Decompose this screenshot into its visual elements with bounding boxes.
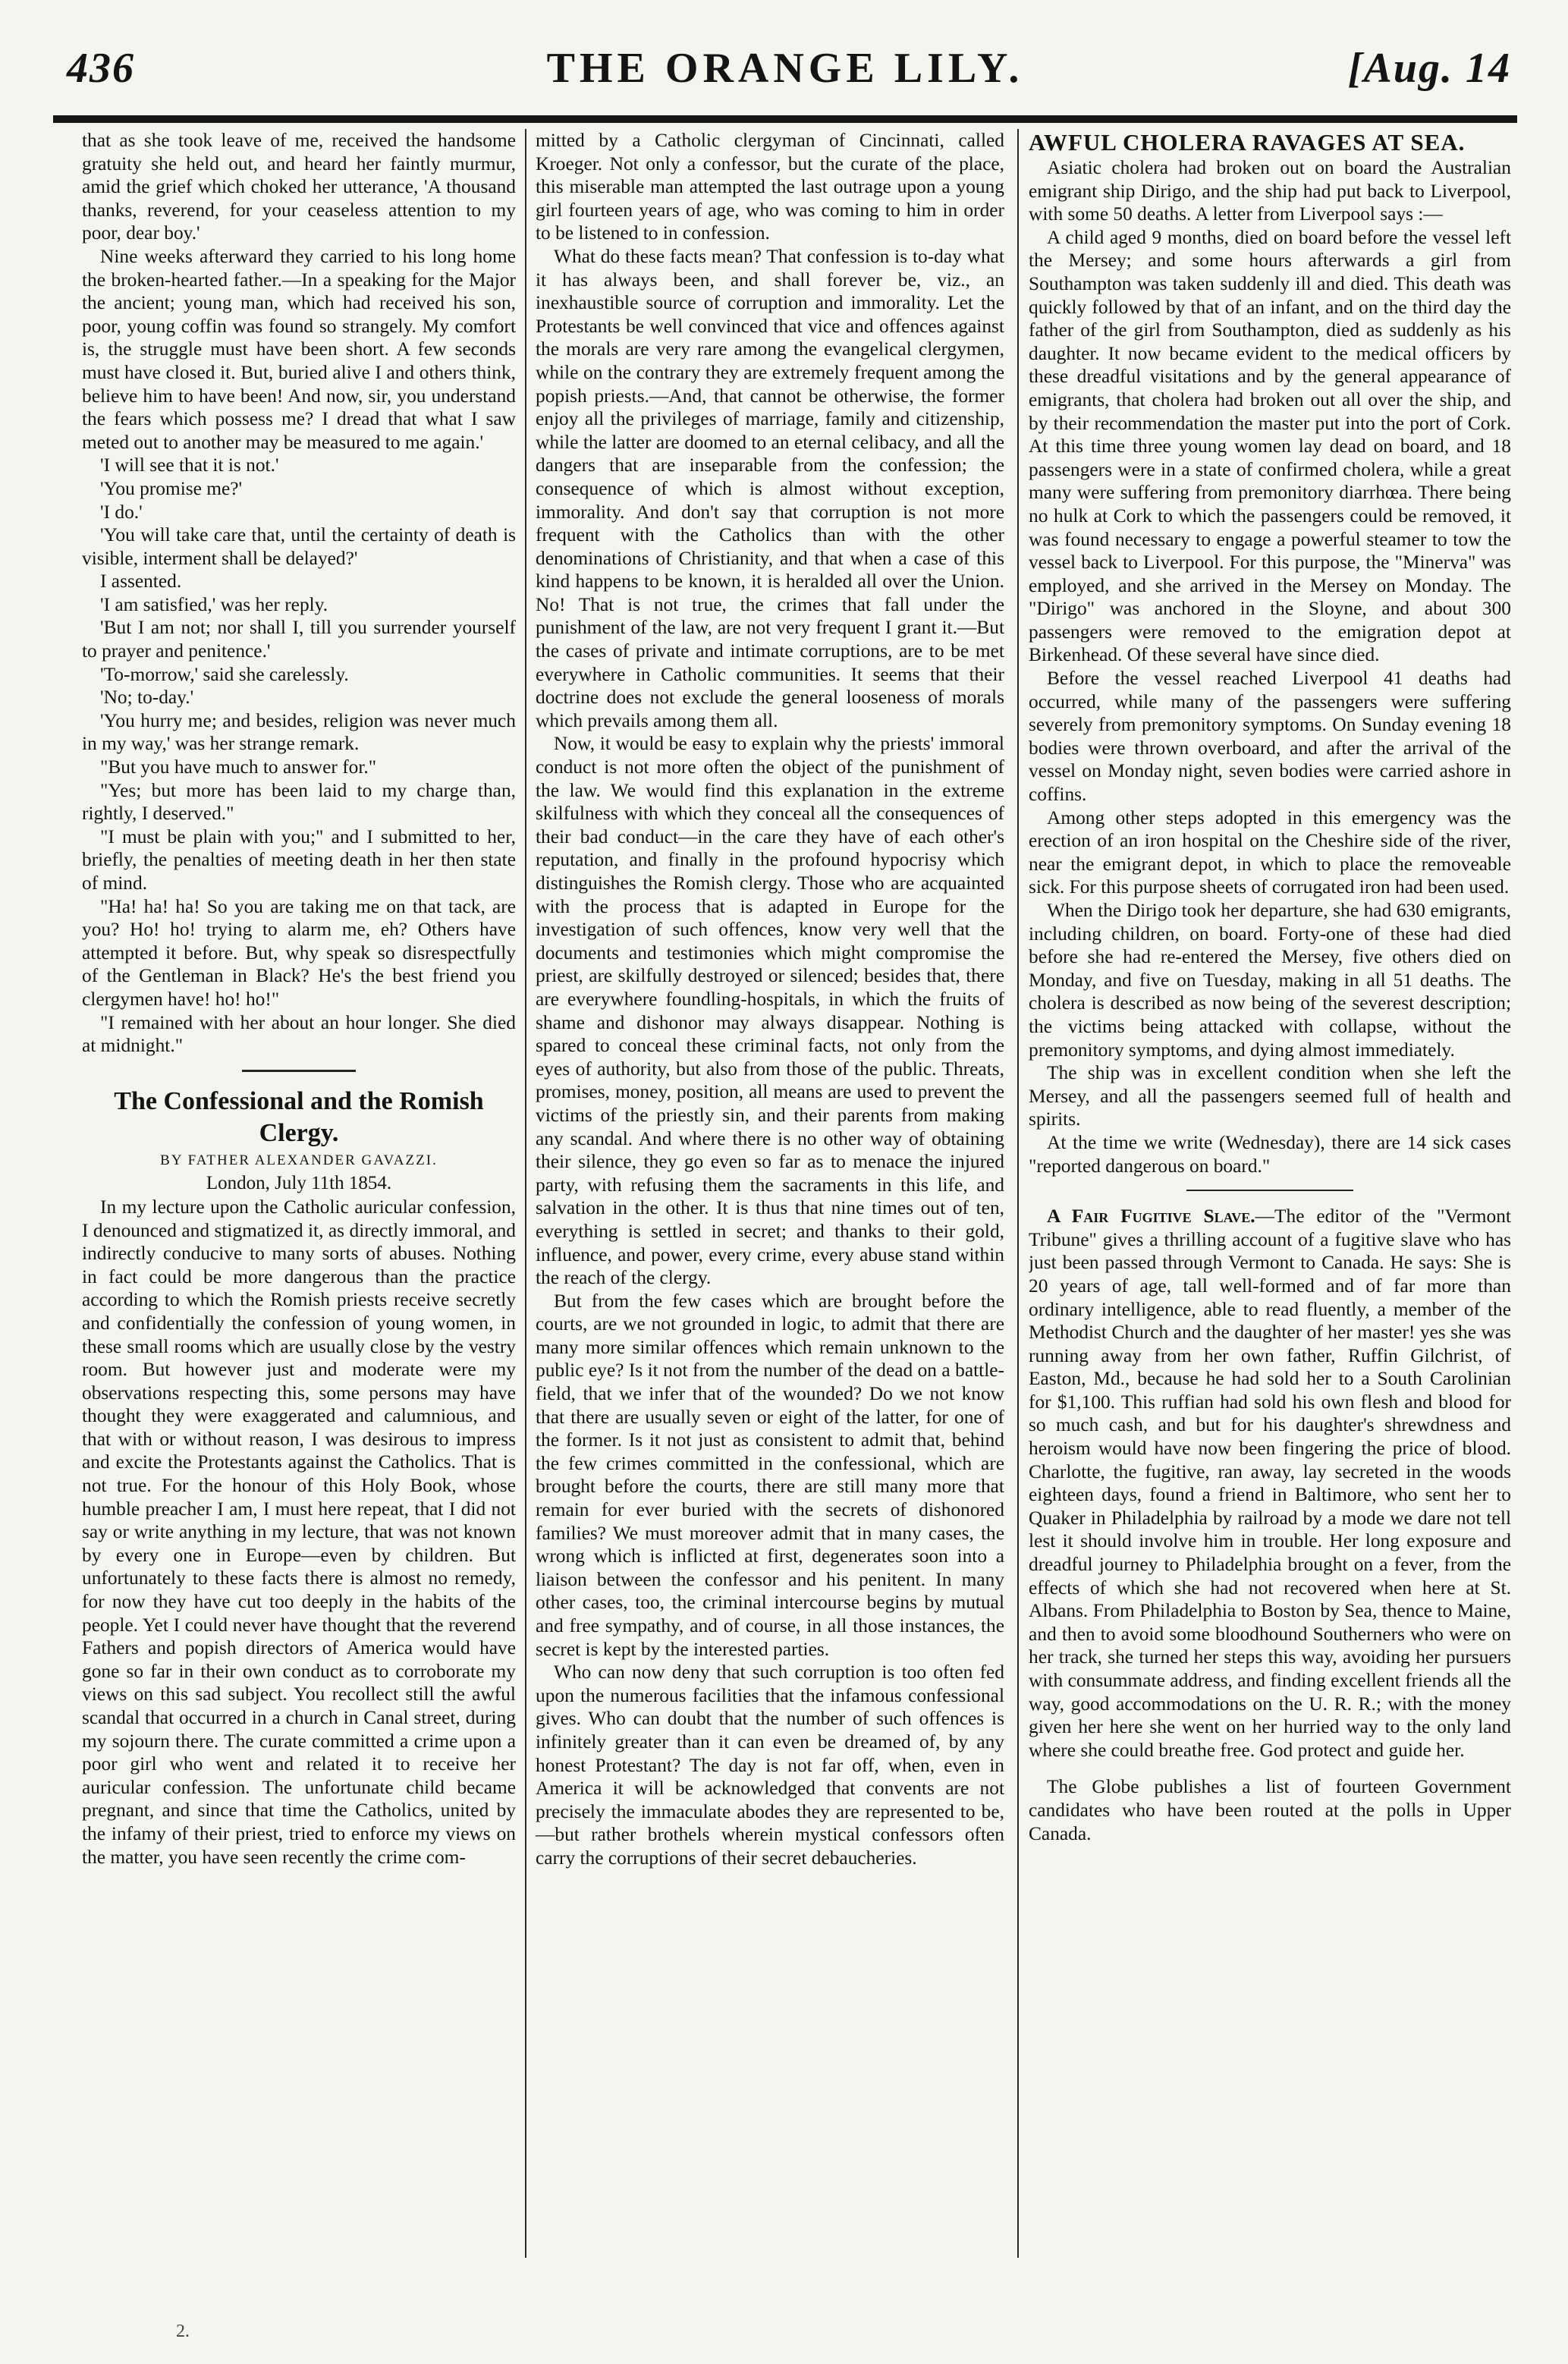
story-paragraph: "I remained with her about an hour longer. She died at midnight." [82, 1011, 516, 1057]
story-paragraph: 'But I am not; nor shall I, till you surrender yourself to prayer and penitence.' [82, 617, 516, 662]
header-rule [53, 115, 1517, 123]
masthead-title: THE ORANGE LILY. [546, 45, 1024, 92]
news-headline: AWFUL CHOLERA RAVAGES AT SEA. [1029, 129, 1466, 156]
story-paragraph: "But you have much to answer for." [100, 756, 377, 778]
item-text: —The editor of the "Vermont Tribune" gives a thrilling account of a fugitive slave who has just been passed through Vermont to Canada. He says: She is 20 years of age, tall well-formed and of far more than ordinary intelligence, able to read fluently, a member of the Methodist Church and the daughter of her master! yes she was running away from her own father, Ruffin Gilchrist, of Easton, Md., because he had sold her to a South Carolinian for $1,100. This ruffian had sold his own flesh and blood for so much cash, and but for his daughter's shrewdness and heroism would have now been fingering the price of blood. Charlotte, the fugitive, ran away, lay secreted in the woods eighteen days, found a friend in Baltimore, who sent her to Quaker in Philadelphia by railroad by a mode we dare not tell lest it should involve him in trouble. Her long exposure and dreadful journey to Philadelphia brought on a fever, from the effects of which she had not recovered when here at St. Albans. From Philadelphia to Boston by Sea, thence to Maine, and then to avoid some bloodhound Southerners who were on her track, she turned her steps this way, avoiding her pursuers with consummate address, and finding excellent friends all the way, good accommodations on the U. R. R.; with the money given her here she went on her hurried way to the only land where she could breathe free. God protect and guide her. [1029, 1206, 1511, 1761]
article-byline: BY FATHER ALEXANDER GAVAZZI. [160, 1152, 438, 1168]
page-number: 436 [67, 45, 135, 92]
article-paragraph: What do these facts mean? That confession is to-day what it has always been, and shall forever be, viz., an inexhaustible source of corruption and immorality. Let the Protestants be well convinced that vice and offences against the morals are very rare among the evangelical clergymen, while on the contrary they are extremely frequent among the popish priests.—And, that cannot be otherwise, the former enjoy all the privileges of marriage, family and citizenship, while the latter are doomed to an eternal celibacy, and all the dangers that are inseparable from the confession; the consequence of which is almost without exception, immorality. And don't say that corruption is not more frequent with the Catholics than with the other denominations of Christianity, and that when a case of this kind happens to be known, it is heralded all over the Union. No! That is not true, the crimes that fall under the punishment of the law, are not very frequent I grant it.—But the cases of private and intimate corruptions, are to be met everywhere in Catholic communities. It seems that their doctrine does not exclude the general looseness of morals which prevails among them all. [536, 245, 1004, 731]
news-paragraph [1029, 1205, 1511, 1762]
column-divider [1017, 129, 1019, 2258]
section-rule [242, 1070, 356, 1072]
news-paragraph: Before the vessel reached Liverpool 41 deaths had occurred, while many of the passengers were suffering severely from premonitory symptoms. On Sunday evening 18 bodies were thrown overboard, and after the arrival of the vessel on Monday night, seven bodies were carried ashore in coffins. [1029, 668, 1511, 806]
story-paragraph: 'I will see that it is not.' [100, 454, 279, 476]
column-divider [525, 129, 526, 2258]
news-paragraph: The ship was in excellent condition when she left the Mersey, and all the passengers seemed full of health and spirits. [1029, 1062, 1511, 1130]
story-paragraph: that as she took leave of me, received the handsome gratuity she held out, and heard her faintly murmur, amid the grief which choked her utterance, 'A thousand thanks, reverend, for your ceaseless attention to my poor, dear boy.' [82, 130, 516, 244]
story-paragraph: 'To-morrow,' said she carelessly. [100, 663, 349, 685]
article-paragraph: Now, it would be easy to explain why the priests' immoral conduct is not more often the object of the punishment of the law. We would find this explanation in the extreme skilfulness with which they conceal all the consequences of their bad conduct—in the care they have of each other's reputation, and finally in the profound hypocrisy which distinguishes the Romish clergy. Those who are acquainted with the process that is adapted in Europe for the investigation of such offences, know very well that the documents and testimonies which might compromise the priest, are skilfully destroyed or silenced; besides that, there are everywhere foundling-hospitals, in which the fruits of shame and dishonor may always disappear. Nothing is spared to conceal these criminal facts, not only from the eyes of authority, but also from those of the public. Threats, promises, money, position, all means are used to prevent the victims of the priestly sin, and their parents from making any scandal. And where there is no other way of obtaining their silence, they go even so far as to menace the injured party, with refusing them the sacraments in this life, and salvation in the other. It is thus that nine times out of ten, everything is settled in secret; and thanks to their gold, influence, and power, every crime, every abuse stand within the reach of the clergy. [536, 733, 1004, 1289]
item-lead: A Fair Fugitive Slave. [1047, 1206, 1255, 1228]
issue-date: [Aug. 14 [1347, 45, 1511, 92]
column-2 [536, 129, 1004, 2303]
article-paragraph: mitted by a Catholic clergyman of Cincinnati, called Kroeger. Not only a confessor, but the curate of the place, this miserable man attempted the last outrage upon a young girl fourteen years of age, who was coming to him in order to be listened to in confession. [536, 130, 1004, 244]
story-paragraph: "I must be plain with you;" and I submitted to her, briefly, the penalties of meeting death in her then state of mind. [82, 825, 516, 894]
story-paragraph: 'No; to-day.' [100, 687, 194, 709]
article-paragraph: But from the few cases which are brought before the courts, are we not grounded in logic, to admit that there are many more similar offences which remain unknown to the public eye? Is it not from the number of the dead on a battle-field, that we infer that of the wounded? Do we not know that there are usually seven or eight of the latter, for one of the former. Is it not just as consistent to admit that, behind the few crimes committed in the confessional, which are brought before the courts, there are still many more that remain for ever buried with the secrets of dishonored families? We must moreover admit that in many cases, the wrong which is inflicted at first, degenerates soon into a liaison between the confessor and his penitent. In many other cases, too, the criminal intercourse begins by mutual and free sympathy, and of course, in all those instances, the secret is kept by the interested parties. [536, 1290, 1004, 1660]
article-paragraph: Who can now deny that such corruption is too often fed upon the numerous facilities that the infamous confessional gives. Who can doubt that the number of such offences is infinitely greater than it can even be dreamed of, by any honest Protestant? The day is not far off, when, even in America it will be acknowledged that convents are not precisely the immaculate abodes they are represented to be,—but rather brothels wherein mystical confessors often carry the corruptions of their secret debaucheries. [536, 1661, 1004, 1869]
news-paragraph: At the time we write (Wednesday), there are 14 sick cases "reported dangerous on board." [1029, 1131, 1511, 1177]
news-paragraph: A child aged 9 months, died on board before the vessel left the Mersey; and some hours afterwards a girl from Southampton was taken suddenly ill and died. This death was quickly followed by that of an infant, and on the third day the father of the girl from Southampton, died as suddenly as his daughter. It now became evident to the medical officers by these dreadful visitations and by the general appearance of emigrants, that cholera had broken out all over the ship, and by their recommendation the master put into the port of Cork. At this time three young women lay dead on board, and 18 passengers were in a state of confirmed cholera, while a great many were suffering from premonitory diarrhœa. There being no hulk at Cork to which the passengers could be removed, it was found necessary to engage a powerful steamer to tow the vessel back to Liverpool. For this purpose, the "Minerva" was employed, and she arrived in the Mersey on Monday. The "Dirigo" was anchored in the Sloyne, and about 300 passengers were removed to the emigration depot at Birkenhead. Of these several have since died. [1029, 226, 1511, 666]
article-dateline: London, July 11th 1854. [206, 1173, 392, 1194]
spacer [1029, 1762, 1511, 1775]
story-paragraph: "Ha! ha! ha! So you are taking me on that tack, are you? Ho! ho! trying to alarm me, eh? Others have attempted it before. But, why speak so disrespectfully of the Gentleman in Black? He's the best friend you clergymen have! ho! ho!" [82, 895, 516, 1010]
story-paragraph: I assented. [100, 571, 182, 593]
article-title: The Confessional and the Romish Clergy. [114, 1086, 484, 1147]
footer-mark: 2. [176, 2322, 190, 2341]
section-rule [1186, 1190, 1353, 1191]
column-3 [1029, 129, 1511, 2303]
story-paragraph: 'You will take care that, until the certainty of death is visible, interment shall be delayed?' [82, 524, 516, 569]
news-paragraph: When the Dirigo took her departure, she had 630 emigrants, including children, on board. Forty-one of these had died before she had re-entered the Mersey, five others died on Monday, and five on Tuesday, making in all 51 deaths. The cholera is described as now being of the severest description; the victims being attacked with collapse, without the premonitory symptoms, and dying almost immediately. [1029, 900, 1511, 1061]
article-paragraph: In my lecture upon the Catholic auricular confession, I denounced and stigmatized it, as directly immoral, and indirectly conducive to many sorts of abuses. Nothing in fact could be more dangerous than the practice according to which the Romish priests receive secretly and confidentially the confession of young women, in these small rooms which are usually close by the vestry room. But however just and moderate were my observations respecting this, some persons may have thought they were exaggerated and calumnious, and that with or without reason, I was desirous to impress and excite the Protestants against the Catholics. That is not true. For the honour of this Holy Book, whose humble preacher I am, I must here repeat, that I did not say or write anything in my lecture, that was not known by every one in Europe—even by children. But unfortunately to these facts there is almost no remedy, for now they have cut too deeply in the habits of the people. Yet I could never have thought that the reverend Fathers and popish directors of America would have gone so far in their own conduct as to corroborate my views on this sad subject. You recollect still the awful scandal that occurred in a church in Canal street, during my sojourn there. The curate committed a crime upon a poor girl who went and related it to receive her auricular confession. The unfortunate child became pregnant, and since that time the Catholics, united by the infamy of their priest, tried to enforce my views on the matter, you have seen recently the crime com- [82, 1196, 516, 1868]
news-paragraph: Asiatic cholera had broken out on board the Australian emigrant ship Dirigo, and the ship had put back to Liverpool, with some 50 deaths. A letter from Liverpool says :— [1029, 157, 1511, 225]
story-paragraph: 'You hurry me; and besides, religion was never much in my way,' was her strange remark. [82, 709, 516, 755]
story-paragraph: 'I do.' [100, 501, 143, 523]
column-1 [82, 129, 516, 2303]
story-paragraph: 'You promise me?' [100, 477, 243, 499]
story-paragraph: "Yes; but more has been laid to my charge than, rightly, I deserved." [82, 779, 516, 825]
news-paragraph: The Globe publishes a list of fourteen Government candidates who have been routed at the polls in Upper Canada. [1029, 1776, 1511, 1844]
story-paragraph: Nine weeks afterward they carried to his long home the broken-hearted father.—In a speaking for the Major the ancient; young man, which had received his son, poor, young coffin was found so strangely. My comfort is, the struggle must have been short. A few seconds must have closed it. But, buried alive I and others think, believe him to have been! And now, sir, you understand the fears which possess me? I dread that what I saw meted out to another may be measured to me again.' [82, 245, 516, 453]
page-header [53, 39, 1517, 123]
news-paragraph: Among other steps adopted in this emergency was the erection of an iron hospital on the Cheshire side of the river, near the emigrant depot, in which to place the removeable sick. For this purpose sheets of corrugated iron had been used. [1029, 806, 1511, 898]
story-paragraph: 'I am satisfied,' was her reply. [100, 593, 328, 615]
